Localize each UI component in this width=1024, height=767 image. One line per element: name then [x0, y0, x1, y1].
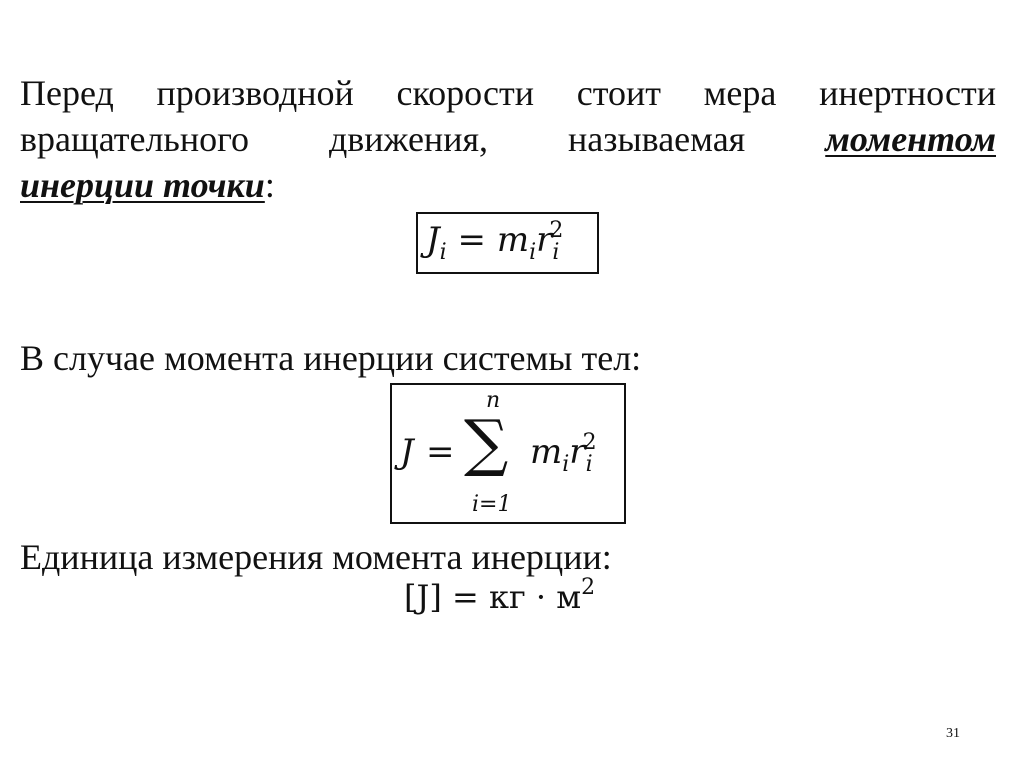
term-inertia-point: инерции точки	[20, 165, 265, 205]
formula2-sigma: ∑	[464, 406, 509, 479]
formula2-r: r	[569, 432, 586, 472]
formula2-J: J	[400, 432, 414, 472]
formula1-J: J	[426, 220, 440, 260]
formula2-m: m	[530, 432, 563, 472]
page-number: 31	[946, 726, 960, 741]
formula1-J-sub: i	[439, 240, 447, 265]
intro-line-2	[20, 116, 996, 162]
formula2-r-sub: i	[585, 452, 593, 477]
formula1-m: m	[496, 220, 530, 260]
formula2-upper-limit: n	[486, 388, 501, 413]
system-paragraph: В случае момента инерции системы тел:	[20, 338, 642, 378]
formula2-eq: =	[426, 432, 455, 472]
unit-paragraph: Единица измерения момента инерции:	[20, 537, 612, 577]
formula1-eq: =	[457, 220, 486, 260]
formula2-lower-limit: i=1	[472, 492, 512, 517]
intro-line-3	[20, 162, 996, 208]
formula-unit	[404, 575, 596, 616]
formula1-r: r	[536, 220, 553, 260]
formula-system-moment	[400, 388, 620, 518]
intro-paragraph	[20, 70, 996, 208]
intro-line-2-text: вращательного движения, называемая	[20, 119, 826, 159]
formula-point-moment	[426, 218, 564, 265]
formula1-r-sub: i	[552, 240, 560, 265]
formula1-r-sup: 2	[549, 218, 564, 243]
intro-line-1: Перед производной скорости стоит мера инертности	[20, 73, 996, 113]
formula2-m-sub: i	[562, 452, 570, 477]
intro-colon: :	[264, 165, 275, 205]
formula2-r-sup: 2	[582, 430, 597, 455]
formula3-sup: 2	[581, 575, 596, 600]
formula1-m-sub: i	[529, 240, 537, 265]
formula3-text: [J] = кг · м	[404, 578, 582, 616]
formula2-product	[530, 430, 597, 477]
term-moment: моментом	[825, 119, 996, 159]
